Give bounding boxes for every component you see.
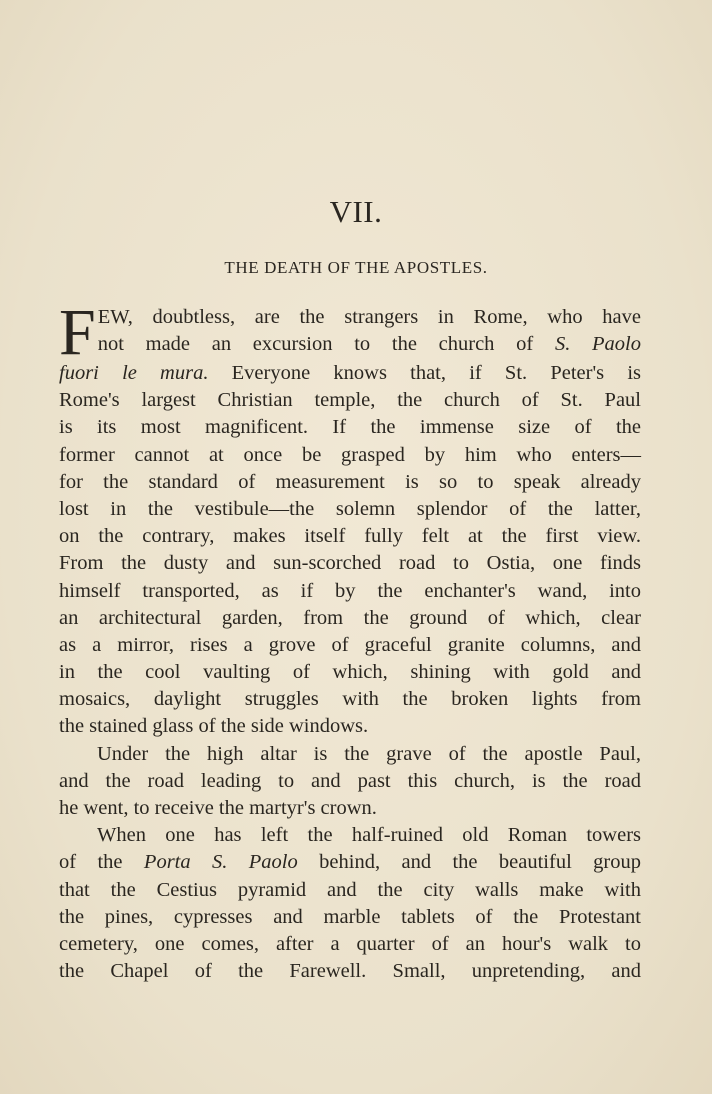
chapter-number: VII. bbox=[329, 194, 383, 229]
text-line: EW, doubtless, are the strangers in Rome, who have bbox=[97, 306, 641, 328]
drop-cap-container bbox=[59, 296, 96, 369]
text-line: lost in the vestibule—the solemn splendor of the latter, bbox=[59, 497, 641, 520]
text-line: on the contrary, makes itself fully felt at the first view. bbox=[59, 525, 641, 548]
chapter-title: THE DEATH OF THE APOSTLES. bbox=[224, 258, 488, 277]
italic-church-name: S. Paolo bbox=[554, 333, 641, 356]
chapter-body bbox=[59, 296, 641, 985]
paragraph-2 bbox=[59, 741, 641, 823]
text-line: When one has left the half-ruined old Roman towers bbox=[97, 824, 641, 847]
text-line: that the Cestius pyramid and the city walls make with bbox=[59, 878, 641, 901]
paragraph-1 bbox=[59, 296, 641, 741]
text-line: the Chapel of the Farewell. Small, unpretending, and bbox=[59, 960, 641, 983]
text-span: of the bbox=[59, 851, 144, 874]
text-line: Under the high altar is the grave of the apostle Paul, bbox=[97, 742, 641, 765]
text-line bbox=[59, 849, 641, 876]
text-line: himself transported, as if by the enchanter's wand, into bbox=[59, 579, 641, 602]
text-line bbox=[59, 331, 641, 358]
text-line: mosaics, daylight struggles with the broken lights from bbox=[59, 688, 641, 711]
text-line: From the dusty and sun-scorched road to Ostia, one finds bbox=[59, 552, 641, 575]
text-line: and the road leading to and past this church, is the road bbox=[59, 769, 641, 792]
text-line: former cannot at once be grasped by him who enters— bbox=[59, 443, 641, 466]
italic-gate-name: Porta S. Paolo bbox=[143, 851, 298, 874]
text-span: not made an excursion to the church of bbox=[97, 333, 555, 356]
italic-church-name: fuori le mura. bbox=[59, 362, 209, 384]
paragraph-3 bbox=[59, 822, 641, 985]
text-line: in the cool vaulting of which, shining with gold and bbox=[59, 661, 641, 684]
text-line: Rome's largest Christian temple, the church of St. Paul bbox=[59, 389, 641, 412]
text-line: an architectural garden, from the ground of which, clear bbox=[59, 606, 641, 629]
text-span: behind, and the beautiful group bbox=[297, 851, 641, 874]
text-line: for the standard of measurement is so to speak already bbox=[59, 470, 641, 493]
text-span: Everyone knows that, if St. Peter's is bbox=[208, 362, 641, 384]
text-line: cemetery, one comes, after a quarter of an hour's walk to bbox=[59, 932, 641, 955]
text-line: is its most magnificent. If the immense size of the bbox=[59, 416, 641, 439]
text-line: he went, to receive the martyr's crown. bbox=[59, 797, 377, 819]
text-line: the pines, cypresses and marble tablets of the Protestant bbox=[59, 905, 641, 928]
drop-cap: F bbox=[59, 296, 96, 369]
text-line bbox=[59, 360, 641, 387]
text-line: the stained glass of the side windows. bbox=[59, 715, 369, 738]
text-line: as a mirror, rises a grove of graceful granite columns, and bbox=[59, 633, 641, 656]
